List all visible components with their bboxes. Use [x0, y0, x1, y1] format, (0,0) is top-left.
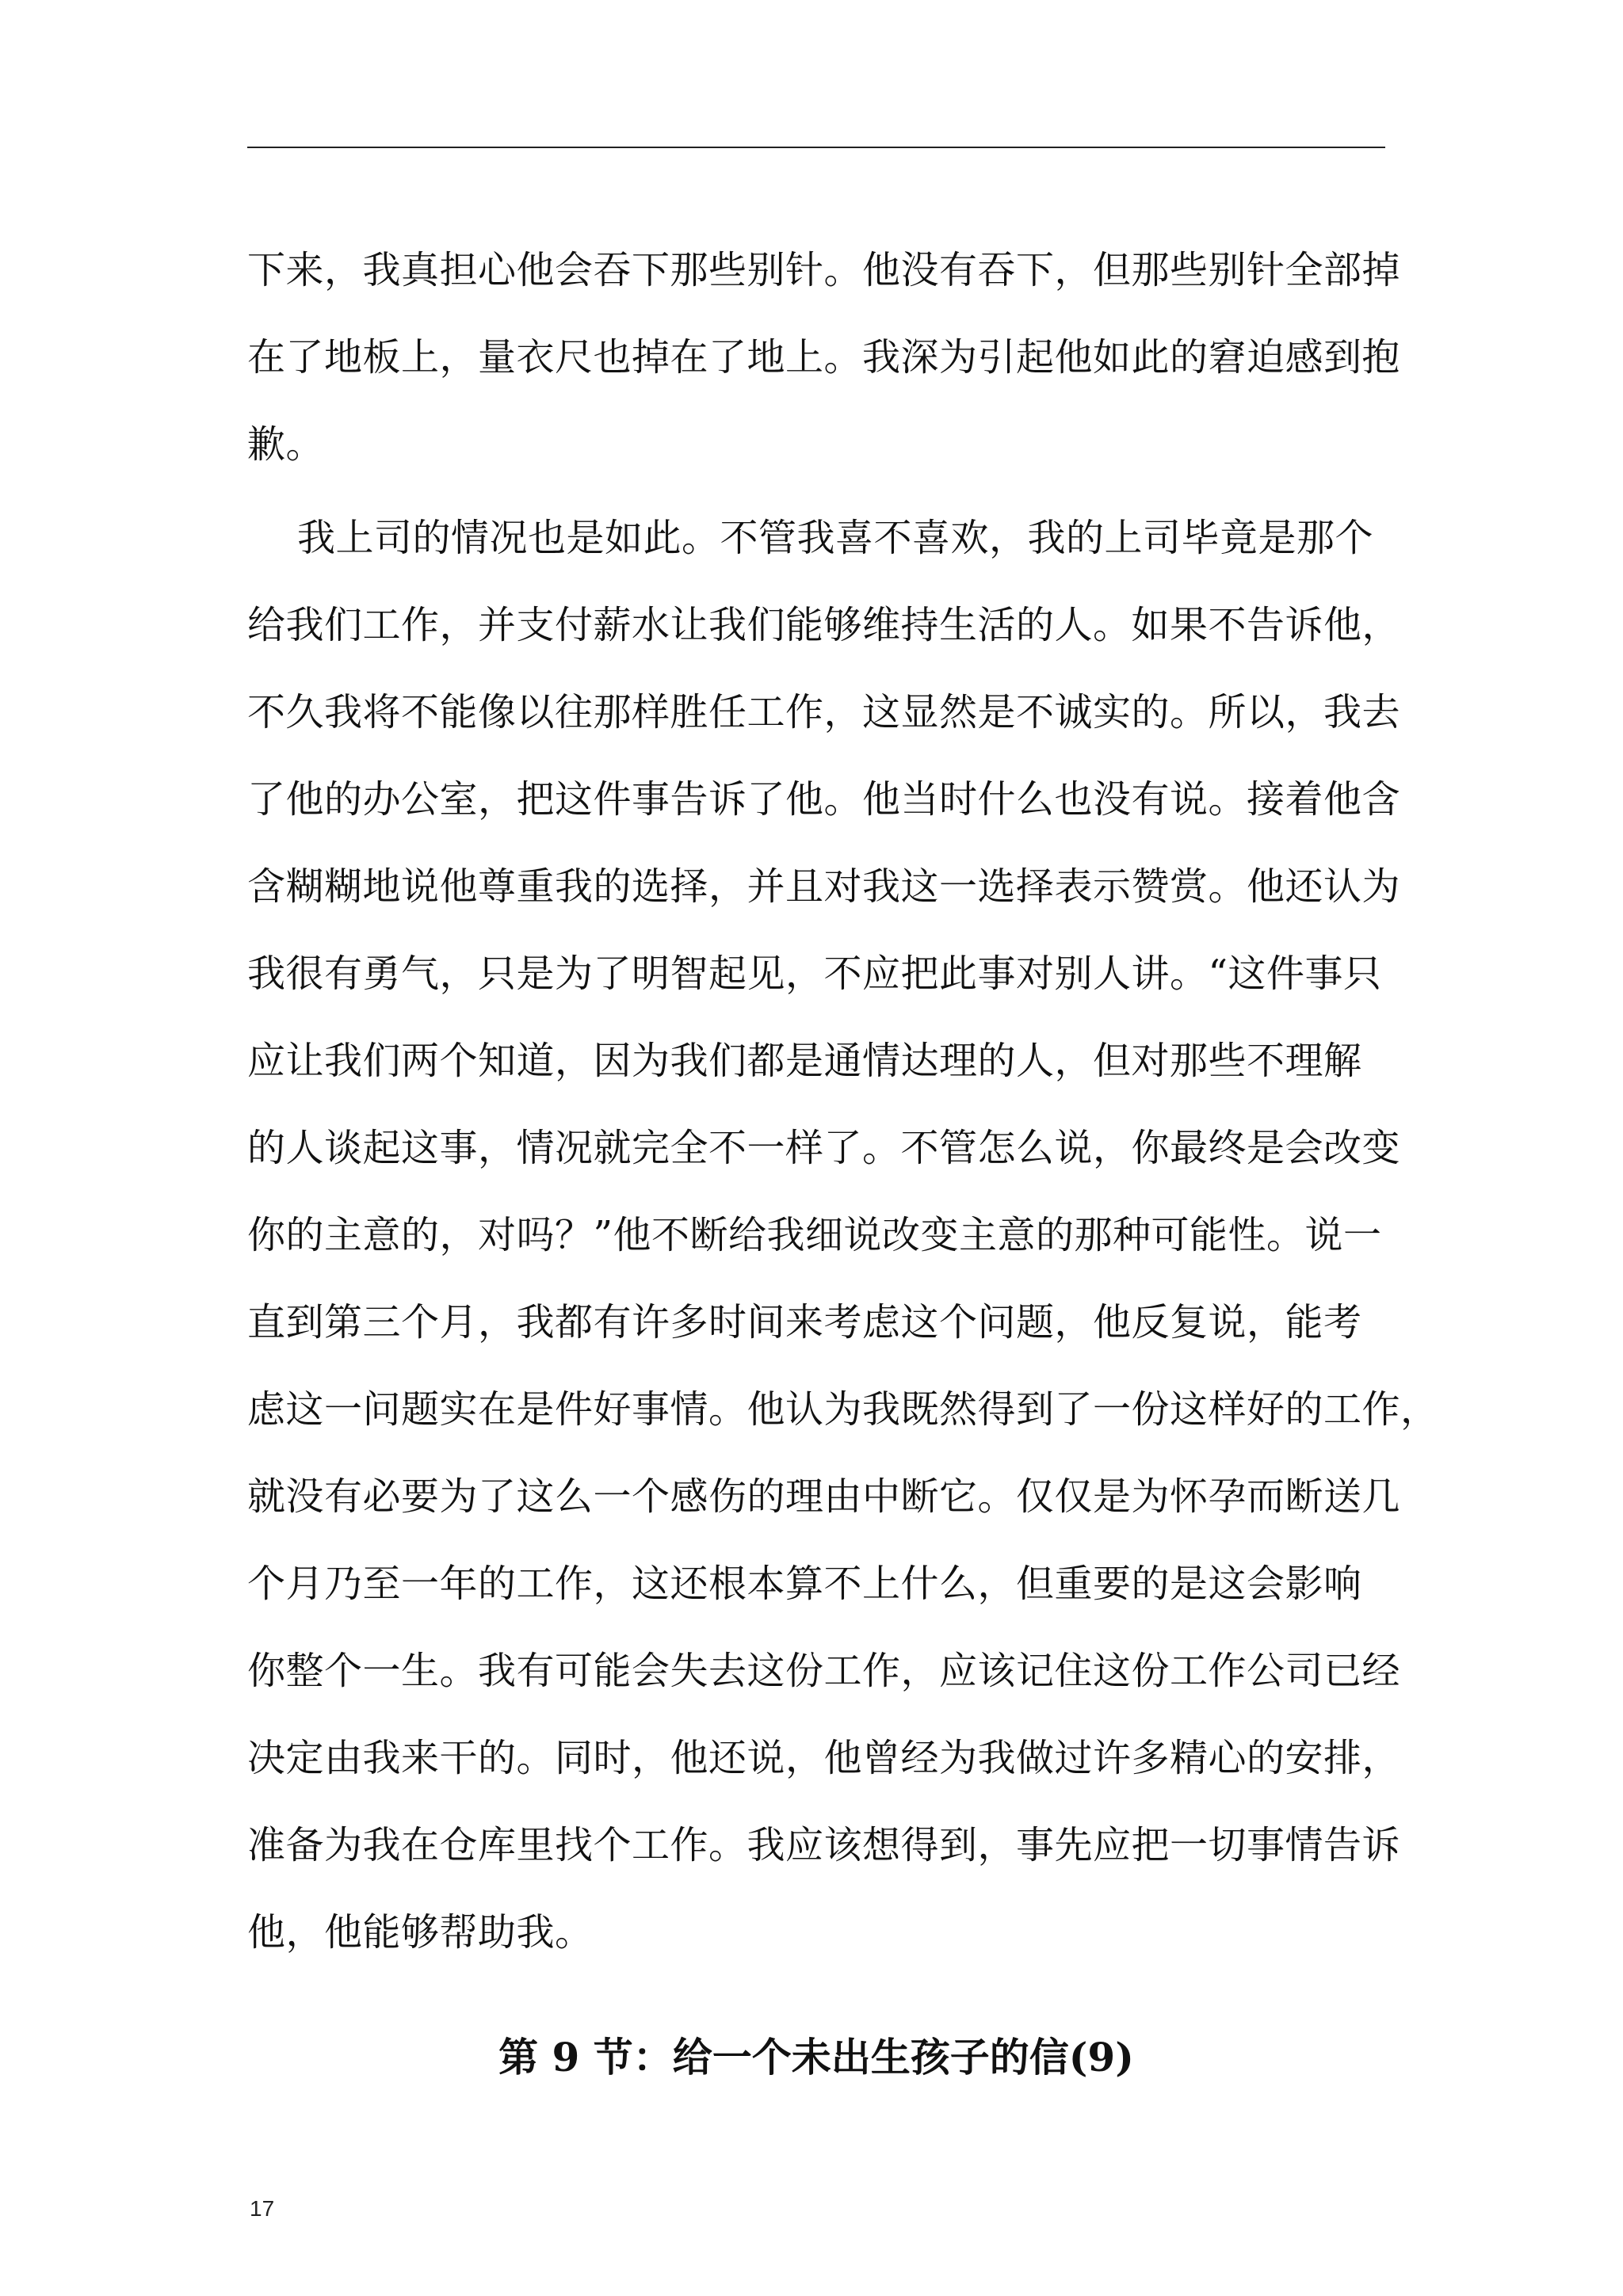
text-line: 个月乃至一年的工作，这还根本算不上什么，但重要的是这会影响 — [247, 1562, 1362, 1606]
text-line: 给我们工作，并支付薪水让我们能够维持生活的人。如果不告诉他， — [247, 603, 1401, 647]
text-line: 直到第三个月，我都有许多时间来考虑这个问题，他反复说，能考 — [247, 1300, 1362, 1344]
text-line: 你整个一生。我有可能会失去这份工作，应该记住这份工作公司已经 — [247, 1649, 1401, 1693]
text-line: 歉。 — [247, 422, 325, 467]
text-line: 在了地板上，量衣尺也掉在了地上。我深为引起他如此的窘迫感到抱 — [247, 335, 1401, 379]
section-title: 第 9 节：给一个未出生孩子的信(9) — [498, 2034, 1134, 2081]
text-line: 准备为我在仓库里找个工作。我应该想得到，事先应把一切事情告诉 — [247, 1823, 1401, 1867]
text-line: 你的主意的，对吗？”他不断给我细说改变主意的那种可能性。说一 — [247, 1213, 1382, 1257]
text-line: 应让我们两个知道，因为我们都是通情达理的人，但对那些不理解 — [247, 1039, 1362, 1083]
paragraph-2 — [247, 500, 1439, 2069]
text-line: 我上司的情况也是如此。不管我喜不喜欢，我的上司毕竟是那个 — [247, 516, 1374, 560]
text-line: 下来，我真担心他会吞下那些别针。他没有吞下，但那些别针全部掉 — [247, 248, 1401, 292]
text-line: 不久我将不能像以往那样胜任工作，这显然是不诚实的。所以，我去 — [247, 690, 1401, 734]
text-line: 含糊糊地说他尊重我的选择，并且对我这一选择表示赞赏。他还认为 — [247, 864, 1401, 909]
text-line: 决定由我来干的。同时，他还说，他曾经为我做过许多精心的安排， — [247, 1736, 1401, 1780]
text-line: 他，他能够帮助我。 — [247, 1910, 594, 1955]
page-number: 17 — [250, 2196, 275, 2221]
text-line: 了他的办公室，把这件事告诉了他。他当时什么也没有说。接着他含 — [247, 777, 1401, 822]
text-line: 就没有必要为了这么一个感伤的理由中断它。仅仅是为怀孕而断送几 — [247, 1474, 1401, 1519]
body-text — [247, 232, 1439, 2069]
paragraph-1 — [247, 232, 1401, 494]
text-line: 的人谈起这事，情况就完全不一样了。不管怎么说，你最终是会改变 — [247, 1126, 1401, 1170]
text-line: 我很有勇气，只是为了明智起见，不应把此事对别人讲。“这件事只 — [247, 952, 1382, 996]
text-line: 虑这一问题实在是件好事情。他认为我既然得到了一份这样好的工作， — [247, 1387, 1439, 1432]
header-rule — [247, 147, 1385, 148]
